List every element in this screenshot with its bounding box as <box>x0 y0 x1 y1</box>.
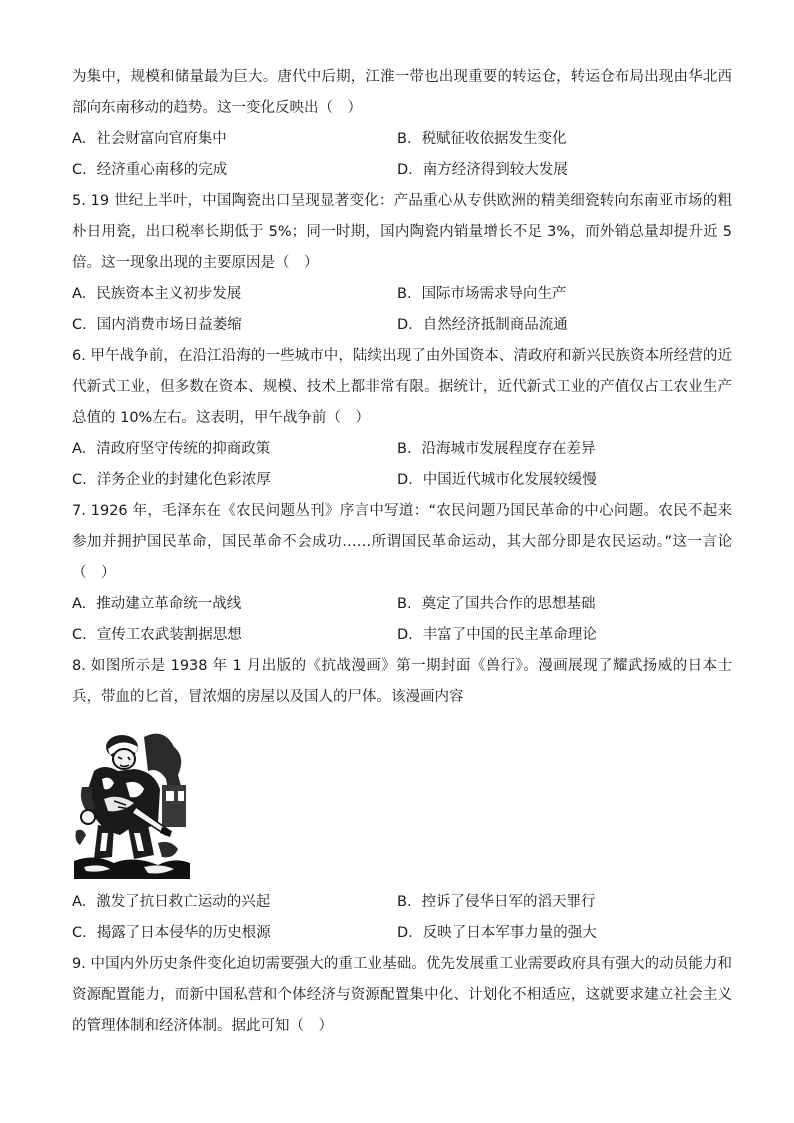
option-letter: D. <box>397 627 413 643</box>
option-letter: B. <box>397 596 412 612</box>
option-letter: D. <box>397 472 413 488</box>
option-c[interactable] <box>72 620 397 651</box>
option-letter: D. <box>397 925 413 941</box>
option-letter: A. <box>72 596 87 612</box>
question-5-options <box>72 279 732 341</box>
option-text: 国际市场需求导向生产 <box>421 286 567 302</box>
option-text: 控诉了侵华日军的滔天罪行 <box>421 894 596 910</box>
question-5-stem: 5. 19 世纪上半叶，中国陶瓷出口呈现显著变化：产品重心从专供欧洲的精美细瓷转向东南亚市场的粗朴日用瓷，出口税率长期低于 5%；同一时期，国内陶瓷内销量增长不足 3%，而外销总量却提升近 5 倍。这一现象出现的主要原因是（ ） <box>72 193 732 271</box>
option-text: 奠定了国共合作的思想基础 <box>421 596 596 612</box>
option-letter: A. <box>72 894 87 910</box>
question-4-stem: 为集中，规模和储量最为巨大。唐代中后期，江淮一带也出现重要的转运仓，转运仓布局出现由华北西部向东南移动的趋势。这一变化反映出（ ） <box>72 69 732 116</box>
option-d[interactable] <box>397 620 732 651</box>
option-letter: A. <box>72 441 87 457</box>
option-a[interactable] <box>72 434 397 465</box>
option-a[interactable] <box>72 124 397 155</box>
question-6-options <box>72 434 732 496</box>
option-text: 清政府坚守传统的抑商政策 <box>96 441 271 457</box>
option-c[interactable] <box>72 310 397 341</box>
option-letter: C. <box>72 627 87 643</box>
question-8-options <box>72 887 732 949</box>
option-text: 民族资本主义初步发展 <box>96 286 242 302</box>
option-c[interactable] <box>72 918 397 949</box>
option-b[interactable] <box>397 589 732 620</box>
option-text: 经济重心南移的完成 <box>96 162 228 178</box>
option-b[interactable] <box>397 279 732 310</box>
option-letter: C. <box>72 162 87 178</box>
option-b[interactable] <box>397 434 732 465</box>
option-text: 自然经济抵制商品流通 <box>422 317 568 333</box>
option-text: 反映了日本军事力量的强大 <box>422 925 597 941</box>
question-9-stem: 9. 中国内外历史条件变化迫切需要强大的重工业基础。优先发展重工业需要政府具有强大的动员能力和资源配置能力，而新中国私营和个体经济与资源配置集中化、计划化不相适应，这就要求建立社会主义的管理体制和经济体制。据此可知（ ） <box>72 956 732 1034</box>
option-letter: C. <box>72 472 87 488</box>
option-text: 激发了抗日救亡运动的兴起 <box>96 894 271 910</box>
option-d[interactable] <box>397 310 732 341</box>
option-letter: D. <box>397 162 413 178</box>
option-letter: B. <box>397 286 412 302</box>
option-text: 中国近代城市化发展较缓慢 <box>422 472 597 488</box>
option-text: 洋务企业的封建化色彩浓厚 <box>96 472 271 488</box>
option-letter: D. <box>397 317 413 333</box>
option-letter: A. <box>72 131 87 147</box>
option-d[interactable] <box>397 918 732 949</box>
option-letter: B. <box>397 894 412 910</box>
option-letter: C. <box>72 317 87 333</box>
option-text: 宣传工农武装割据思想 <box>96 627 242 643</box>
option-text: 税赋征收依据发生变化 <box>421 131 567 147</box>
option-text: 沿海城市发展程度存在差异 <box>421 441 596 457</box>
question-7-options <box>72 589 732 651</box>
question-7-stem: 7. 1926 年，毛泽东在《农民问题丛刊》序言中写道：“农民问题乃国民革命的中心问题。农民不起来参加并拥护国民革命，国民革命不会成功……所谓国民革命运动，其大部分即是农民运动。”这一言论（ ） <box>72 503 732 581</box>
question-4-options <box>72 124 732 186</box>
option-a[interactable] <box>72 589 397 620</box>
option-letter: B. <box>397 131 412 147</box>
question-6-stem: 6. 甲午战争前，在沿江沿海的一些城市中，陆续出现了由外国资本、清政府和新兴民族资本所经营的近代新式工业，但多数在资本、规模、技术上都非常有限。据统计，近代新式工业的产值仅占工农业生产总值的 10%左右。这表明，甲午战争前（ ） <box>72 348 732 426</box>
option-b[interactable] <box>397 887 732 918</box>
option-text: 揭露了日本侵华的历史根源 <box>96 925 271 941</box>
option-text: 推动建立革命统一战线 <box>96 596 242 612</box>
woodcut-cartoon-icon <box>74 727 190 879</box>
option-c[interactable] <box>72 155 397 186</box>
option-a[interactable] <box>72 279 397 310</box>
option-text: 南方经济得到较大发展 <box>422 162 568 178</box>
option-d[interactable] <box>397 465 732 496</box>
option-b[interactable] <box>397 124 732 155</box>
option-text: 社会财富向官府集中 <box>96 131 227 147</box>
option-a[interactable] <box>72 887 397 918</box>
option-letter: C. <box>72 925 87 941</box>
option-d[interactable] <box>397 155 732 186</box>
option-letter: B. <box>397 441 412 457</box>
option-text: 国内消费市场日益萎缩 <box>96 317 242 333</box>
option-c[interactable] <box>72 465 397 496</box>
option-letter: A. <box>72 286 87 302</box>
option-text: 丰富了中国的民主革命理论 <box>422 627 597 643</box>
question-8-stem: 8. 如图所示是 1938 年 1 月出版的《抗战漫画》第一期封面《兽行》。漫画展现了耀武扬威的日本士兵，带血的匕首，冒浓烟的房屋以及国人的尸体。该漫画内容 <box>72 658 732 705</box>
exam-page <box>72 62 732 1042</box>
